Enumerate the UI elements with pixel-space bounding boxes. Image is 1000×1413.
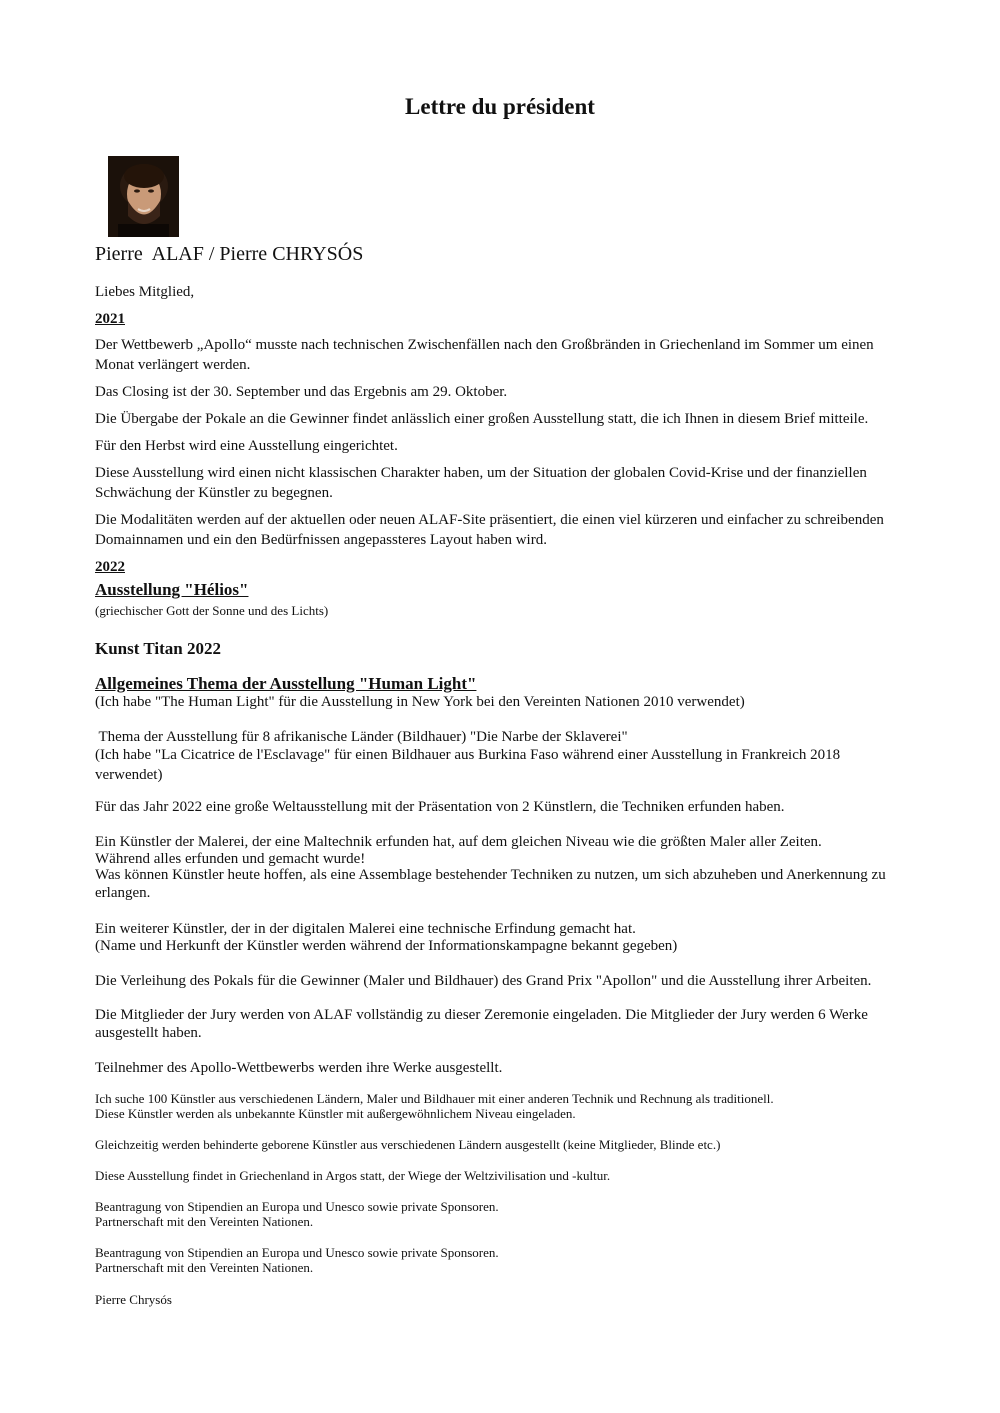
paragraph: Für das Jahr 2022 eine große Weltausstellung mit der Präsentation von 2 Künstlern, die Techniken erfunden haben. — [95, 799, 785, 815]
year-2021-heading: 2021 — [95, 311, 125, 327]
paragraph: Die Modalitäten werden auf der aktuellen oder neuen ALAF-Site präsentiert, die einen viel kürzeren und einfacher zu schreibenden Domainnamen und ein den Bedürfnissen angepassteres Layout haben wird. — [95, 512, 884, 548]
paragraph: Für den Herbst wird eine Ausstellung eingerichtet. — [95, 438, 398, 454]
artist1-line: Was können Künstler heute hoffen, als eine Assemblage bestehender Techniken zu nutzen, um sich abzuheben und Anerkennung zu erlangen. — [95, 867, 886, 901]
theme-note: (Ich habe "The Human Light" für die Ausstellung in New York bei den Vereinten Nationen 2010 verwendet) — [95, 694, 745, 710]
small-line: Gleichzeitig werden behinderte geborene Künstler aus verschiedenen Ländern ausgestellt (keine Mitglieder, Blinde etc.) — [95, 1137, 721, 1152]
paragraph: Diese Ausstellung wird einen nicht klassischen Charakter haben, um der Situation der globalen Covid-Krise und der finanziellen Schwächung der Künstler zu begegnen. — [95, 465, 867, 501]
author-portrait — [108, 156, 179, 237]
exhibition-title: Ausstellung "Hélios" — [95, 580, 249, 599]
small-line: Diese Künstler werden als unbekannte Künstler mit außergewöhnlichem Niveau eingeladen. — [95, 1106, 576, 1121]
theme2-line: (Ich habe "La Cicatrice de l'Esclavage" für einen Bildhauer aus Burkina Faso während einer Ausstellung in Frankreich 2018 verwendet) — [95, 747, 841, 783]
small-line: Partnerschaft mit den Vereinten Nationen. — [95, 1214, 314, 1229]
artist1-line: Während alles erfunden und gemacht wurde! — [95, 851, 366, 867]
theme-title: Allgemeines Thema der Ausstellung "Human Light" — [95, 674, 477, 693]
artist2-line: Ein weiterer Künstler, der in der digitalen Malerei eine technische Erfindung gemacht hat. — [95, 921, 636, 937]
exhibition-note: (griechischer Gott der Sonne und des Lichts) — [95, 603, 329, 618]
small-line: Diese Ausstellung findet in Griechenland in Argos statt, der Wiege der Weltzivilisation und -kultur. — [95, 1168, 611, 1183]
small-line: Beantragung von Stipendien an Europa und Unesco sowie private Sponsoren. — [95, 1199, 499, 1214]
paragraph: Teilnehmer des Apollo-Wettbewerbs werden ihre Werke ausgestellt. — [95, 1060, 503, 1076]
small-line: Beantragung von Stipendien an Europa und Unesco sowie private Sponsoren. — [95, 1245, 499, 1260]
greeting: Liebes Mitglied, — [95, 284, 195, 300]
theme2-line: Thema der Ausstellung für 8 afrikanische Länder (Bildhauer) "Die Narbe der Sklaverei" — [95, 729, 628, 745]
paragraph: Die Übergabe der Pokale an die Gewinner findet anlässlich einer großen Ausstellung statt, die ich Ihnen in diesem Brief mitteile. — [95, 411, 869, 427]
kunst-titan-heading: Kunst Titan 2022 — [95, 639, 221, 658]
author-name: Pierre ALAF / Pierre CHRYSÓS — [95, 243, 364, 265]
small-line: Partnerschaft mit den Vereinten Nationen. — [95, 1260, 314, 1275]
small-line: Ich suche 100 Künstler aus verschiedenen Ländern, Maler und Bildhauer mit einer anderen Technik und Rechnung als traditionell. — [95, 1091, 774, 1106]
artist2-line: (Name und Herkunft der Künstler werden während der Informationskampagne bekannt gegeben) — [95, 938, 678, 954]
signature: Pierre Chrysós — [95, 1292, 172, 1307]
paragraph: Das Closing ist der 30. September und das Ergebnis am 29. Oktober. — [95, 384, 508, 400]
artist1-line: Ein Künstler der Malerei, der eine Maltechnik erfunden hat, auf dem gleichen Niveau wie die größten Maler aller Zeiten. — [95, 834, 822, 850]
paragraph: Der Wettbewerb „Apollo“ musste nach technischen Zwischenfällen nach den Großbränden in Griechenland im Sommer um einen Monat verlängert werden. — [95, 337, 874, 373]
portrait-image — [108, 156, 179, 237]
paragraph: Die Mitglieder der Jury werden von ALAF vollständig zu dieser Zeremonie eingeladen. Die Mitglieder der Jury werden 6 Werke ausgestellt haben. — [95, 1007, 868, 1041]
page-title: Lettre du président — [405, 94, 595, 119]
year-2022-heading: 2022 — [95, 559, 125, 575]
paragraph: Die Verleihung des Pokals für die Gewinner (Maler und Bildhauer) des Grand Prix "Apollon" und die Ausstellung ihrer Arbeiten. — [95, 973, 872, 989]
